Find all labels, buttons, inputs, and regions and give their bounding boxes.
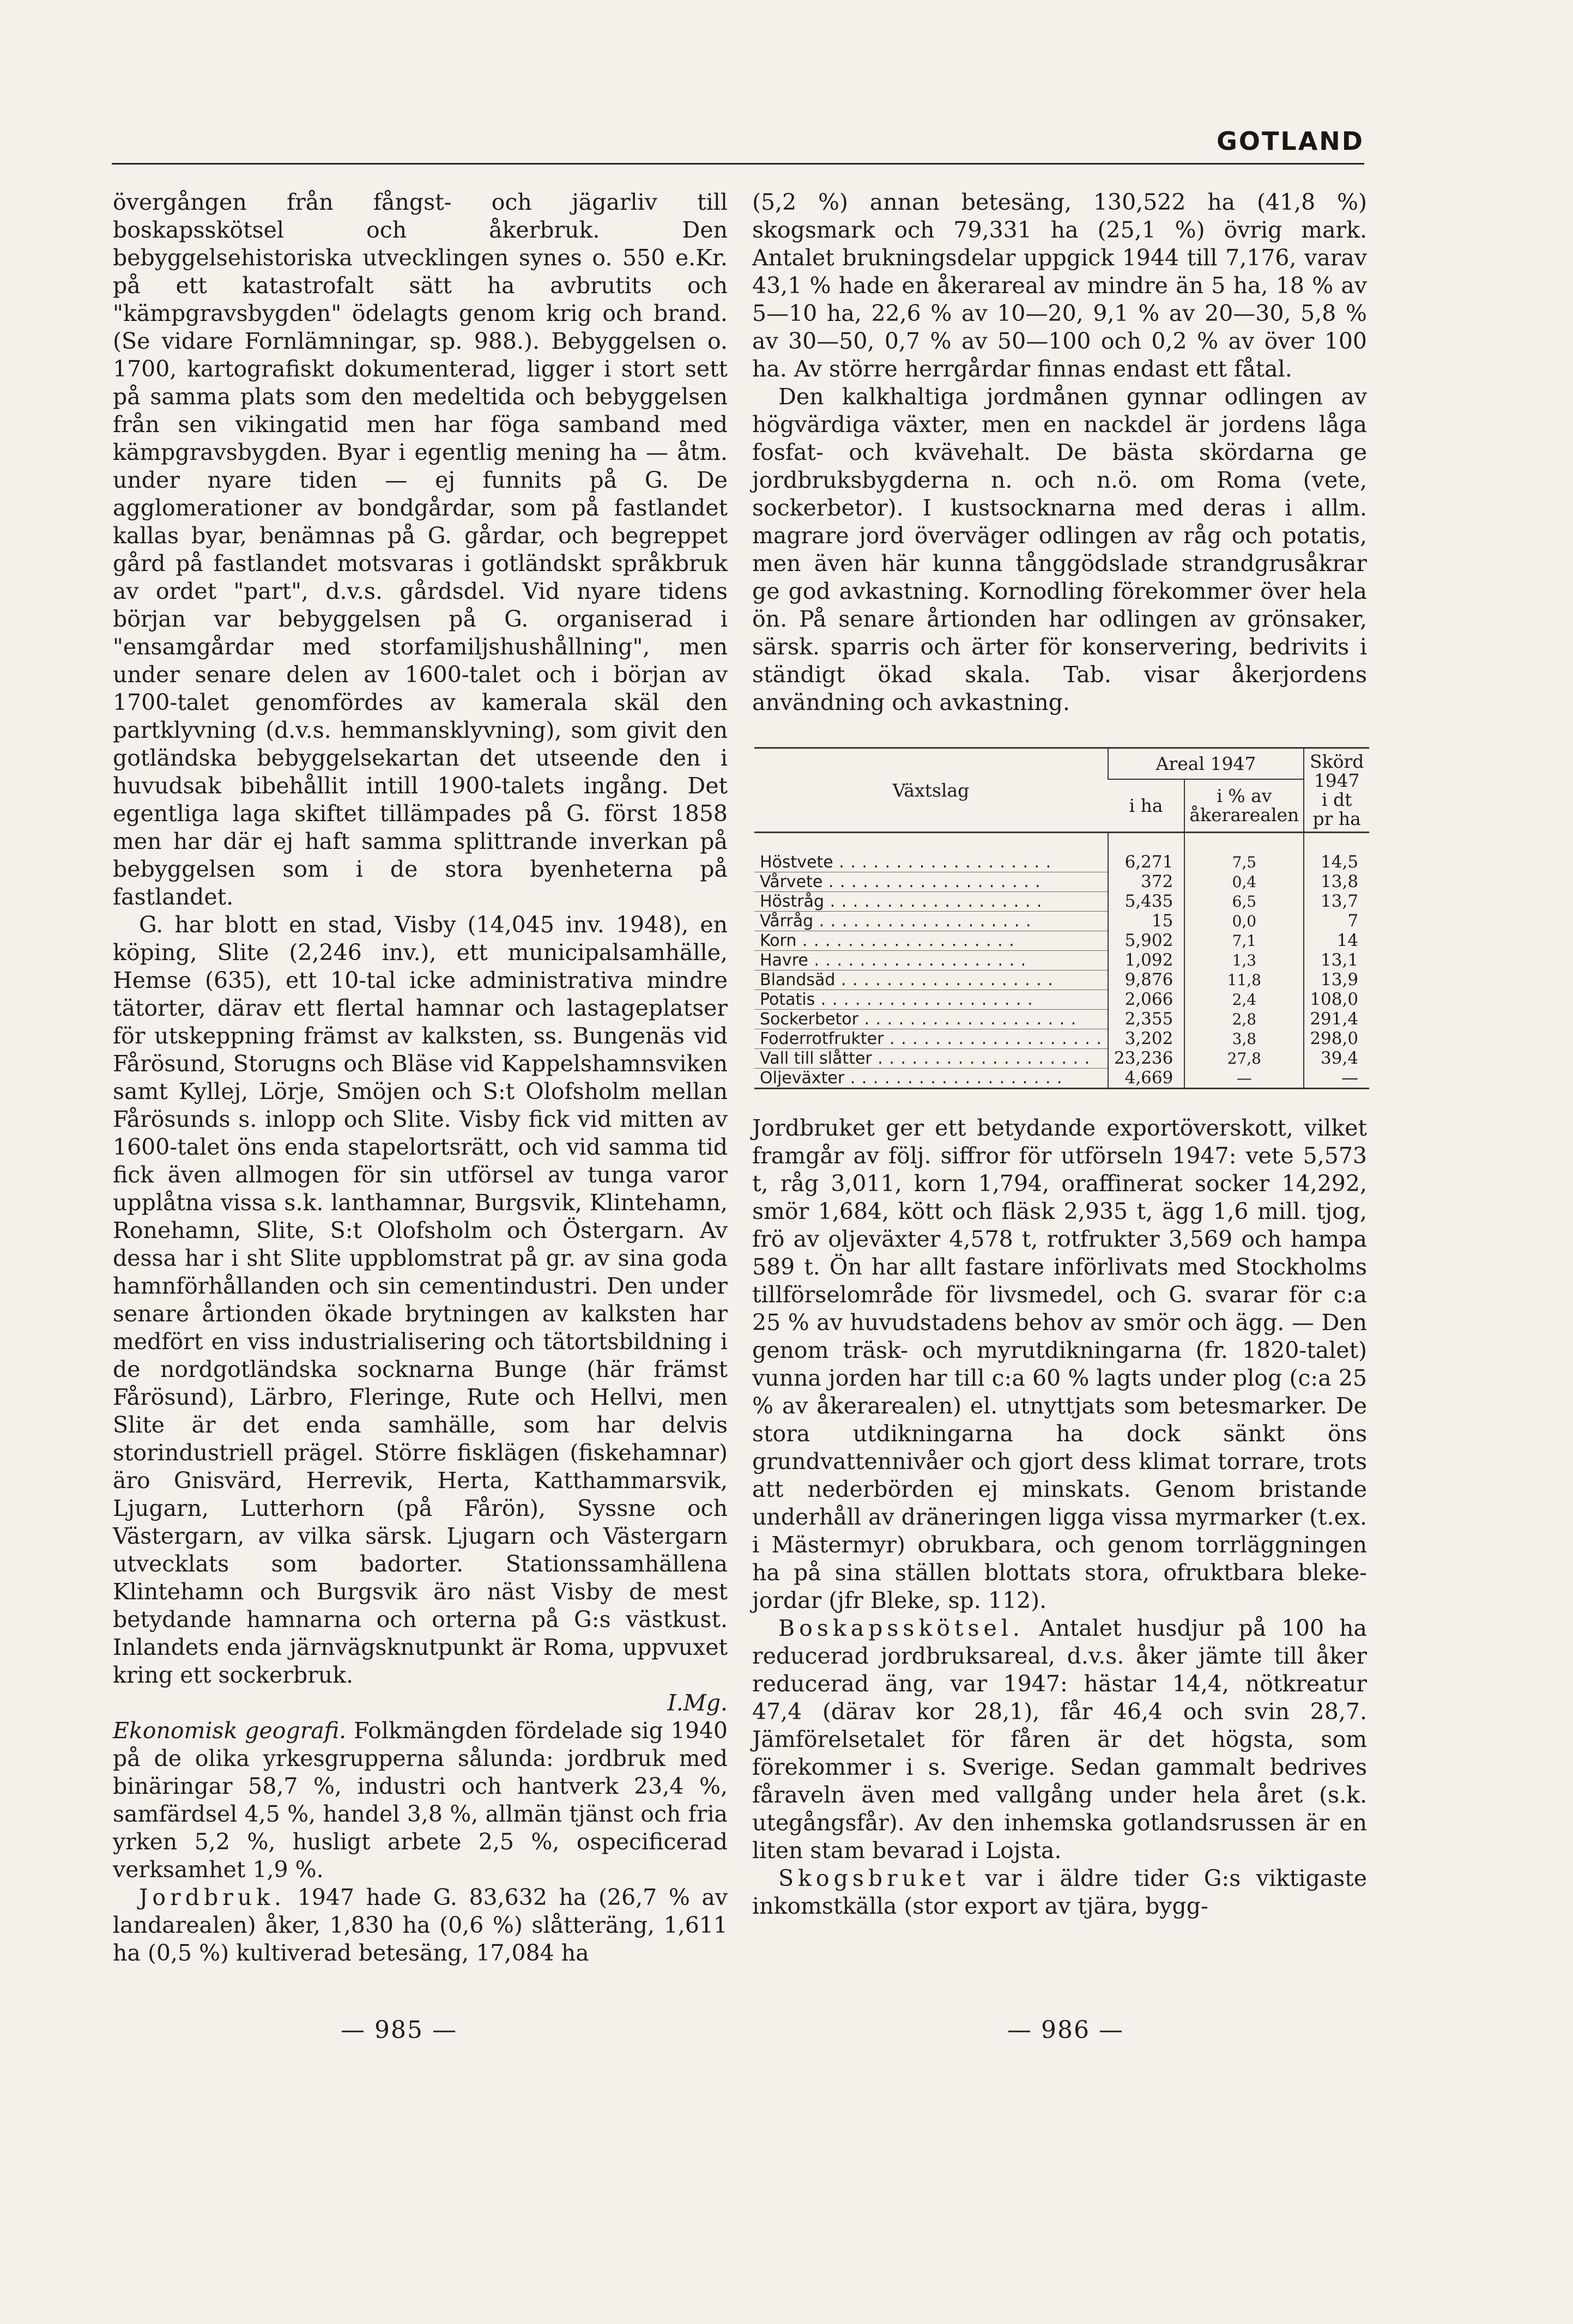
heading-forestry: Skogsbruket [778,1865,970,1891]
paragraph-settlement-history: övergången från fångst- och jägarliv till boskapsskötsel och åkerbruk. Den bebyggelsehistoriska utvecklingen synes o. 550 e.Kr. på ett katastrofalt sätt ha avbrutits och "kämpgravsbygden" ödelagts genom krig och brand. (Se vidare Fornlämningar, sp. 988.). Bebyggelsen o. 1700, kartografiskt dokumenterad, ligger i stort sett på samma plats som den medeltida och bebyggelsen från sen vikingatid men har föga samband med kämpgravsbygden. Byar i egentlig mening ha — åtm. under nyare tiden — ej funnits på G. De agglomerationer av bondgårdar, som på fastlandet kallas byar, benämnas på G. gårdar, och begreppet gård på fastlandet motsvaras i gotländskt språkbruk av ordet "part", d.v.s. gårdsdel. Vid nyare tidens början var bebyggelsen på G. organiserad i "ensamgårdar med storfamiljshushållning", men under senare delen av 1600-talet och i början av 1700-talet genomfördes av kamerala skäl den partklyvning (d.v.s. hemmansklyvning), som givit den gotländska bebyggelsekartan det utseende den i huvudsak bibehållit intill 1900-talets ingång. Det egentliga laga skiftet tillämpades på G. först 1858 men har där ej haft samma splittrande inverkan på bebyggelsen som i de stora byenheterna på fastlandet. [113,189,728,910]
table-row [754,833,1369,872]
crop-name: Oljeväxter . . . [754,1069,1108,1089]
crop-yield: 291,4 [1304,1010,1369,1029]
crop-name: Vall till slåtter . . . [754,1049,1108,1069]
table-row [754,951,1369,970]
crop-pct: 7,5 [1184,833,1304,872]
right-column [752,189,1367,1920]
crop-name: Blandsäd . . . [754,970,1108,990]
crop-pct: 2,4 [1184,990,1304,1010]
crop-name: Havre . . . [754,951,1108,970]
livestock-text: Antalet husdjur på 100 ha reducerad jordbruksareal, d.v.s. åker jämte till åker reducerad äng, var 1947: hästar 14,4, nötkreatur 47,4 (därav kor 28,1), får 46,4 och svin 28,7. Jämförelsetalet för fåren är det högsta, som förekommer i s. Sverige. Sedan gammalt bedrives fåraveln även med vallgång under hela året (s.k. utegångsfår). Av den inhemska gotlandsrussen är en liten stam bevarad i Lojsta. [752,1615,1367,1864]
crop-ha: 2,066 [1108,990,1184,1010]
table-row [754,970,1369,990]
crop-ha: 4,669 [1108,1069,1184,1089]
crop-pct: 3,8 [1184,1029,1304,1049]
table-header-pct: i % av åkerarealen [1184,779,1304,833]
crop-pct: 6,5 [1184,892,1304,912]
crop-yield: 13,9 [1304,970,1369,990]
author-signature: I.Mg. [667,1690,728,1716]
table-header-ha: i ha [1108,779,1184,833]
crop-pct: 1,3 [1184,951,1304,970]
crop-ha: 5,902 [1108,931,1184,951]
crop-ha: 2,355 [1108,1010,1184,1029]
crop-name: Vårvete . . . [754,872,1108,892]
table-row [754,892,1369,912]
table-row [754,872,1369,892]
crop-yield: 7 [1304,912,1369,931]
table-row [754,990,1369,1010]
forestry-text: var i äldre tider G:s viktigaste inkomstkälla (stor export av tjära, bygg- [752,1865,1367,1919]
crop-ha: 15 [1108,912,1184,931]
crop-name: Vårråg . . . [754,912,1108,931]
crop-yield: 13,8 [1304,872,1369,892]
crop-name: Foderrotfrukter . . . [754,1029,1108,1049]
paragraph-towns: G. har blott en stad, Visby (14,045 inv. 1948), en köping, Slite (2,246 inv.), ett municipalsamhälle, Hemse (635), ett 10-tal icke administrativa mindre tätorter, därav ett flertal hamnar och lastageplatser för utskeppning främst av kalksten, ss. Bungenäs vid Fårösund, Storugns och Bläse vid Kappelshamnsviken samt Kyllej, Lörje, Smöjen och S:t Olofsholm mellan Fårösunds s. inlopp och Slite. Visby fick vid mitten av 1600-talet öns enda stapelortsrätt, och vid samma tid fick även allmogen för sin utförsel av tunga varor upplåtna vissa s.k. lanthamnar, Burgsvik, Klintehamn, Ronehamn, Slite, S:t Olofsholm och Östergarn. Av dessa har i sht Slite uppblomstrat på gr. av sina goda hamnförhållanden och sin cementindustri. Den under senare årtionden ökade brytningen av kalksten har medfört en viss industrialisering och tätortsbildning i de nordgotländska socknarna Bunge (här främst Fårösund), Lärbro, Fleringe, Rute och Hellvi, men Slite är det enda samhälle, som har delvis storindustriell prägel. Större fisklägen (fiskehamnar) äro Gnisvärd, Herrevik, Herta, Katthammarsvik, Ljugarn, Lutterhorn (på Fårön), Syssne och Västergarn, av vilka särsk. Ljugarn och Västergarn utvecklats som badorter. Stationssamhällena Klintehamn och Burgsvik äro näst Visby de mest betydande hamnarna och orterna på G:s västkust. Inlandets enda järnvägsknutpunkt är Roma, uppvuxet kring ett sockerbruk. [113,912,728,1688]
crop-ha: 6,271 [1108,833,1184,872]
crop-name: Höstråg . . . [754,892,1108,912]
agriculture-text: 1947 hade G. 83,632 ha (26,7 % av landarealen) åker, 1,830 ha (0,6 %) slåtteräng, 1,611 ha (0,5 %) kultiverad betesäng, 17,084 ha [113,1884,728,1966]
header-rule [112,163,1364,165]
paragraph-land-use: (5,2 %) annan betesäng, 130,522 ha (41,8 %) skogsmark och 79,331 ha (25,1 %) övrig mark. Antalet brukningsdelar uppgick 1944 till 7,176, varav 43,1 % hade en åkerareal av mindre än 5 ha, 18 % av 5—10 ha, 22,6 % av 10—20, 9,1 % av 20—30, 5,8 % av 30—50, 0,7 % av 50—100 och 0,2 % av över 100 ha. Av större herrgårdar finnas endast ett fåtal. [752,189,1367,382]
crop-yield: 14,5 [1304,833,1369,872]
crop-ha: 23,236 [1108,1049,1184,1069]
crop-name: Sockerbetor . . . [754,1010,1108,1029]
crop-pct: 11,8 [1184,970,1304,990]
crop-yield: 39,4 [1304,1049,1369,1069]
crop-ha: 5,435 [1108,892,1184,912]
crop-ha: 1,092 [1108,951,1184,970]
crop-pct: 7,1 [1184,931,1304,951]
crop-yield: 108,0 [1304,990,1369,1010]
paragraph-agriculture [113,1884,728,1967]
crop-yield: 298,0 [1304,1029,1369,1049]
crop-pct: 27,8 [1184,1049,1304,1069]
crop-yield: 13,1 [1304,951,1369,970]
page-header-title: GOTLAND [1217,126,1364,156]
crops-table [754,747,1369,1089]
table-row [754,912,1369,931]
crop-ha: 3,202 [1108,1029,1184,1049]
crop-yield: 13,7 [1304,892,1369,912]
heading-agriculture: Jordbruk. [139,1884,286,1910]
page-number-left: — 985 — [341,2016,457,2044]
economic-geography-text: Folkmängden fördelade sig 1940 på de olika yrkesgrupperna sålunda: jordbruk med binäringar 58,7 %, industri och hantverk 23,4 %, samfärdsel 4,5 %, handel 3,8 %, allmän tjänst och fria yrken 5,2 %, husligt arbete 2,5 %, ospecificerad verksamhet 1,9 %. [113,1718,728,1883]
paragraph-livestock [752,1615,1367,1865]
crop-yield: — [1304,1069,1369,1089]
crop-pct: 0,4 [1184,872,1304,892]
heading-livestock: Boskapsskötsel. [778,1615,1024,1641]
crop-pct: 0,0 [1184,912,1304,931]
crop-yield: 14 [1304,931,1369,951]
crop-pct: 2,8 [1184,1010,1304,1029]
paragraph-forestry [752,1865,1367,1920]
table-row [754,1069,1369,1089]
crop-name: Korn . . . [754,931,1108,951]
left-column [113,189,728,1967]
paragraph-soil: Den kalkhaltiga jordmånen gynnar odlingen av högvärdiga växter, men en nackdel är jordens låga fosfat- och kvävehalt. De bästa skördarna ge jordbruksbygderna n. och n.ö. om Roma (vete, sockerbetor). I kustsocknarna med deras i allm. magrare jord överväger odlingen av råg och potatis, men även här kunna tånggödslade strandgrusåkrar ge god avkastning. Kornodling förekommer över hela ön. På senare årtionden har odlingen av grönsaker, särsk. sparris och ärter för konservering, bedrivits i ständigt ökad skala. Tab. visar åkerjordens användning och avkastning. [752,384,1367,715]
table-header-area: Areal 1947 [1108,748,1304,779]
crop-ha: 9,876 [1108,970,1184,990]
paragraph-export: Jordbruket ger ett betydande exportöverskott, vilket framgår av följ. siffror för utförseln 1947: vete 5,573 t, råg 3,011, korn 1,794, oraffinerat socker 14,292, smör 1,684, kött och fläsk 2,935 t, ägg 1,6 mill. tjog, frö av oljeväxter 4,578 t, rotfrukter 3,569 och hampa 589 t. Ön har allt fastare införlivats med Stockholms tillförselområde för livsmedel, och G. svarar för c:a 25 % av huvudstadens behov av smör och ägg. — Den genom träsk- och myrutdikningarna (fr. 1820-talet) vunna jorden har till c:a 60 % lagts under plog (c:a 25 % av åkerarealen) el. utnyttjats som betesmarker. De stora utdikningarna ha dock sänkt öns grundvattennivåer och gjort dess klimat torrare, trots att nederbörden ej minskats. Genom bristande underhåll av dräneringen ligga vissa myrmarker (t.ex. i Mästermyr) obrukbara, och genom torrläggningen ha på sina ställen blottats stora, ofruktbara bleke-jordar (jfr Bleke, sp. 112). [752,1115,1367,1613]
heading-economic-geography: Ekonomisk geografi. [113,1718,347,1744]
crop-pct: — [1184,1069,1304,1089]
paragraph-economic-geography [113,1717,728,1884]
page-number-right: — 986 — [1007,2016,1124,2044]
table-row [754,1029,1369,1049]
crop-ha: 372 [1108,872,1184,892]
table-header-crop: Växtslag [754,748,1108,833]
table-row [754,1049,1369,1069]
table-row [754,1010,1369,1029]
crop-name: Potatis . . . [754,990,1108,1010]
table-row [754,931,1369,951]
crop-name: Höstvete . . . [754,833,1108,872]
table-header-yield: Skörd 1947 i dt pr ha [1304,748,1369,833]
